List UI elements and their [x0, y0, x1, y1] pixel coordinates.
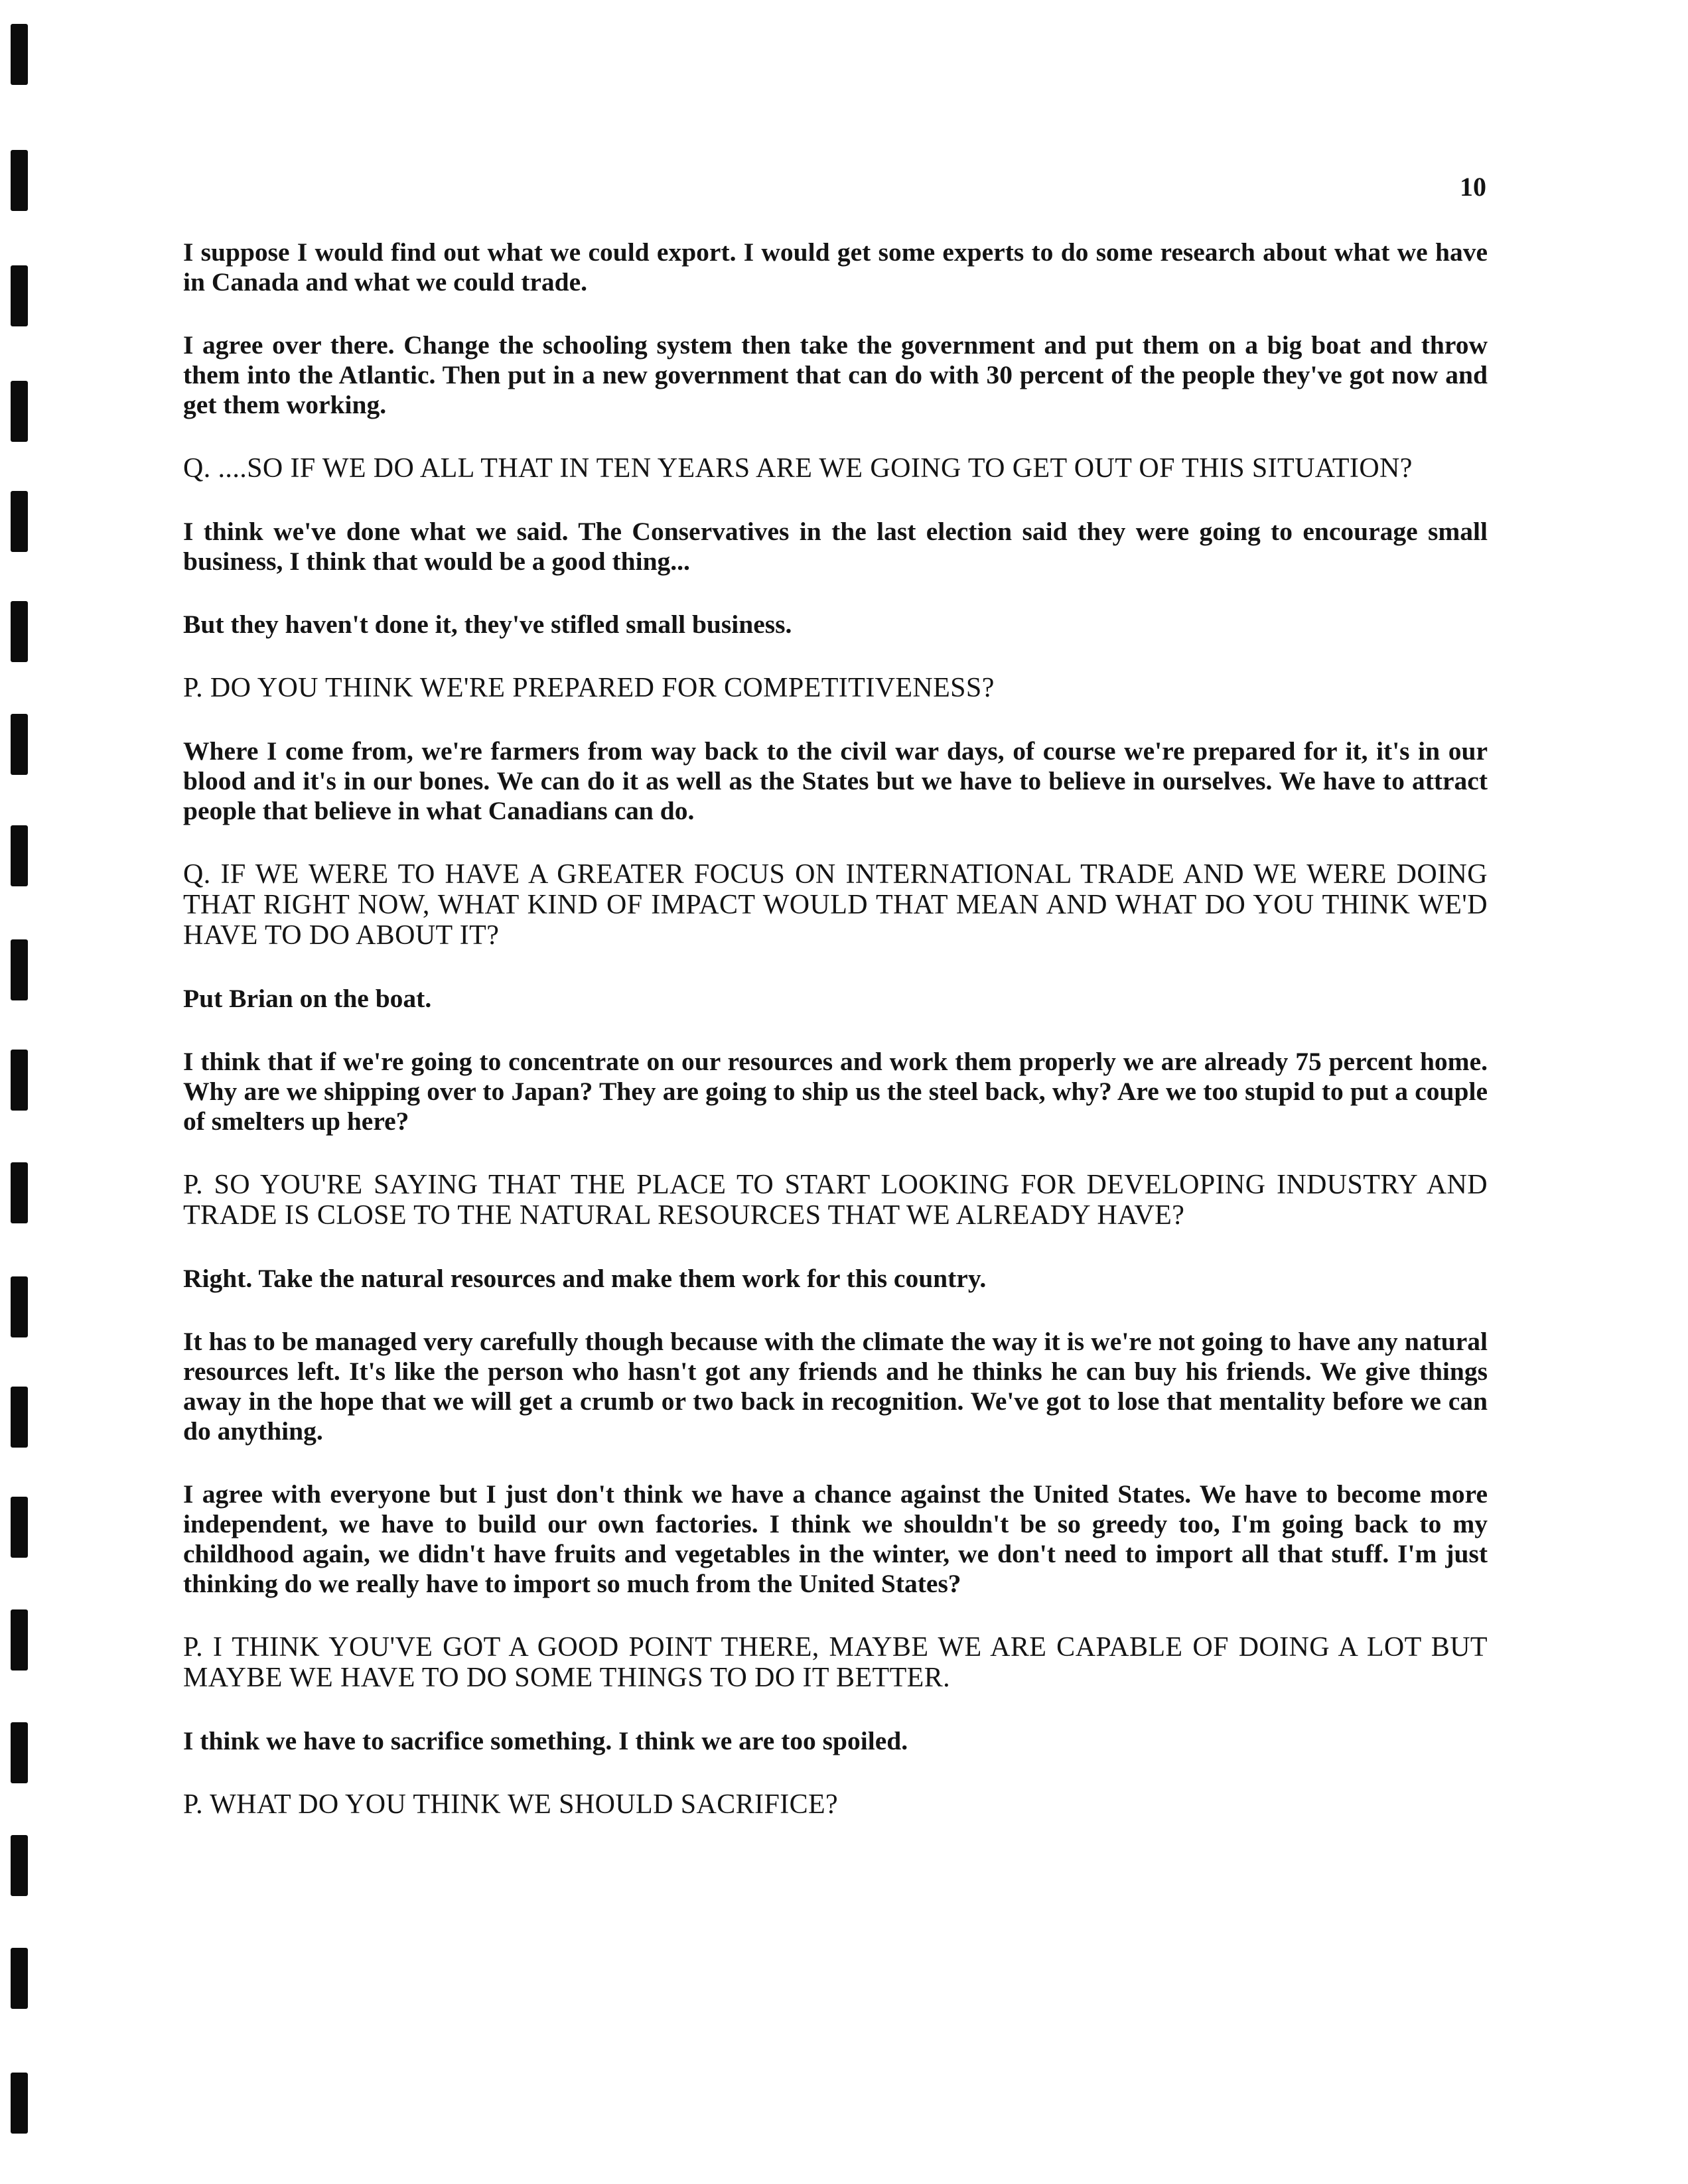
binding-hole-mark — [11, 825, 28, 886]
binding-hole-mark — [11, 24, 28, 85]
binding-hole-mark — [11, 714, 28, 775]
binding-hole-mark — [11, 265, 28, 326]
binding-hole-mark — [11, 2073, 28, 2134]
binding-hole-mark — [11, 150, 28, 211]
answer-paragraph: But they haven't done it, they've stifled small business. — [183, 610, 792, 639]
binding-hole-mark — [11, 1050, 28, 1111]
answer-paragraph: Where I come from, we're farmers from way back to the civil war days, of course we're prepared for it, it's in our blood and it's in our bones. We can do it as well as the States but we have to believe in ourselves. We have to attract people that believe in what Canadians can do. — [183, 736, 1488, 825]
question-paragraph: P. DO YOU THINK WE'RE PREPARED FOR COMPETITIVENESS? — [183, 673, 995, 703]
binding-hole-mark — [11, 1835, 28, 1896]
question-paragraph: P. I THINK YOU'VE GOT A GOOD POINT THERE, MAYBE WE ARE CAPABLE OF DOING A LOT BUT MAYBE WE HAVE TO DO SOME THINGS TO DO IT BETTER. — [183, 1632, 1488, 1693]
binding-marks — [11, 0, 31, 2184]
answer-paragraph: I think we have to sacrifice something. I think we are too spoiled. — [183, 1726, 908, 1755]
answer-paragraph: Put Brian on the boat. — [183, 984, 432, 1013]
binding-hole-mark — [11, 1722, 28, 1783]
binding-hole-mark — [11, 1387, 28, 1448]
binding-hole-mark — [11, 939, 28, 1000]
answer-paragraph: It has to be managed very carefully though because with the climate the way it is we're not going to have any natural resources left. It's like the person who hasn't got any friends and he thinks he can buy his friends. We give things away in the hope that we will get a crumb or two back in recognition. We've got to lose that mentality before we can do anything. — [183, 1327, 1488, 1446]
binding-hole-mark — [11, 381, 28, 442]
binding-hole-mark — [11, 491, 28, 552]
binding-hole-mark — [11, 601, 28, 662]
answer-paragraph: Right. Take the natural resources and make them work for this country. — [183, 1264, 987, 1293]
binding-hole-mark — [11, 1276, 28, 1337]
page-number: 10 — [1460, 172, 1486, 202]
answer-paragraph: I agree over there. Change the schooling system then take the government and put them on a big boat and throw them into the Atlantic. Then put in a new government that can do with 30 percent of the people they've got now and get them working. — [183, 330, 1488, 419]
question-paragraph: Q. IF WE WERE TO HAVE A GREATER FOCUS ON INTERNATIONAL TRADE AND WE WERE DOING THAT RIGHT NOW, WHAT KIND OF IMPACT WOULD THAT MEAN AND WHAT DO YOU THINK WE'D HAVE TO DO ABOUT IT? — [183, 859, 1488, 951]
binding-hole-mark — [11, 1162, 28, 1223]
binding-hole-mark — [11, 1948, 28, 2009]
transcript-body — [183, 238, 1488, 1853]
binding-hole-mark — [11, 1609, 28, 1671]
answer-paragraph: I think that if we're going to concentrate on our resources and work them properly we are already 75 percent home. Why are we shipping over to Japan? They are going to ship us the steel back, why? Are we too stupid to put a couple of smelters up here? — [183, 1047, 1488, 1136]
question-paragraph: Q. ....SO IF WE DO ALL THAT IN TEN YEARS ARE WE GOING TO GET OUT OF THIS SITUATION? — [183, 453, 1413, 484]
answer-paragraph: I agree with everyone but I just don't think we have a chance against the United States. We have to become more independent, we have to build our own factories. I think we shouldn't be so greedy too, I'm going back to my childhood again, we didn't have fruits and vegetables in the winter, we don't need to import all that stuff. I'm just thinking do we really have to import so much from the United States? — [183, 1479, 1488, 1598]
question-paragraph: P. SO YOU'RE SAYING THAT THE PLACE TO START LOOKING FOR DEVELOPING INDUSTRY AND TRADE IS CLOSE TO THE NATURAL RESOURCES THAT WE ALREADY HAVE? — [183, 1170, 1488, 1231]
binding-hole-mark — [11, 1497, 28, 1558]
answer-paragraph: I think we've done what we said. The Conservatives in the last election said they were going to encourage small business, I think that would be a good thing... — [183, 517, 1488, 576]
question-paragraph: P. WHAT DO YOU THINK WE SHOULD SACRIFICE? — [183, 1789, 839, 1820]
answer-paragraph: I suppose I would find out what we could export. I would get some experts to do some research about what we have in Canada and what we could trade. — [183, 238, 1488, 297]
